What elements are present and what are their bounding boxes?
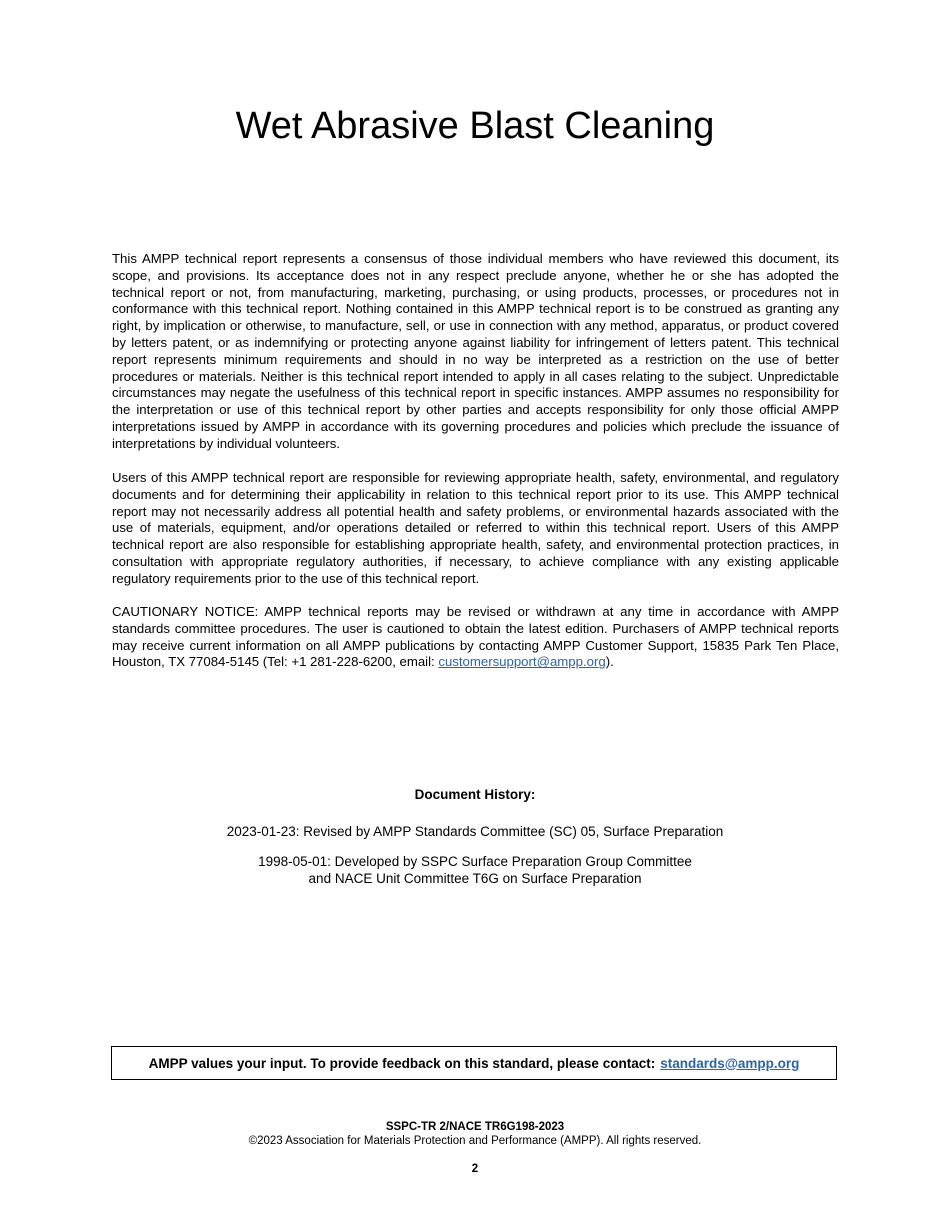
document-history-heading: Document History: [414, 787, 536, 802]
document-title: Wet Abrasive Blast Cleaning [235, 105, 715, 147]
cautionary-notice-text: CAUTIONARY NOTICE: AMPP technical reports may be revised or withdrawn at any time in accordance with AMPP standards committee procedures. The user is cautioned to obtain the latest edition. Purchasers of AMPP technical reports may receive current information on all AMPP publications by contacting AMPP Customer Support, 15835 Park Ten Place, Houston, TX 77084-5145 (Tel: +1 281-228-6200, email: [112, 604, 839, 670]
standards-email-link[interactable]: standards@ampp.org [660, 1055, 800, 1071]
history-entry-developed-line2: and NACE Unit Committee T6G on Surface Preparation [308, 871, 642, 886]
user-responsibility-paragraph: Users of this AMPP technical report are responsible for reviewing appropriate health, safety, environmental, and regulatory documents and for determining their applicability in relation to this technical report prior to its use. This AMPP technical report may not necessarily address all potential health and safety problems, or environmental hazards associated with the use of materials, equipment, and/or operations detailed or referred to within this technical report. Users of this AMPP technical report are also responsible for establishing appropriate health, safety, and environmental protection practices, in consultation with appropriate regulatory authorities, if necessary, to achieve compliance with any existing applicable regulatory requirements prior to the use of this technical report. [112, 470, 839, 586]
feedback-box [111, 1046, 837, 1080]
copyright-notice: ©2023 Association for Materials Protection and Performance (AMPP). All rights reserved. [248, 1135, 702, 1147]
feedback-text: AMPP values your input. To provide feedback on this standard, please contact: [148, 1055, 656, 1071]
page-number: 2 [471, 1163, 479, 1175]
history-entry-developed-line1: 1998-05-01: Developed by SSPC Surface Preparation Group Committee [258, 854, 692, 869]
customer-support-email-link[interactable]: customersupport@ampp.org [438, 654, 606, 670]
history-entry-revised: 2023-01-23: Revised by AMPP Standards Committee (SC) 05, Surface Preparation [226, 824, 724, 839]
history-entry-developed [0, 853, 950, 887]
disclaimer-paragraph: This AMPP technical report represents a consensus of those individual members who have reviewed this document, its scope, and provisions. Its acceptance does not in any respect preclude anyone, whether he or she has adopted the technical report or not, from manufacturing, marketing, purchasing, or using products, processes, or procedures not in conformance with this technical report. Nothing contained in this AMPP technical report is to be construed as granting any right, by implication or otherwise, to manufacture, sell, or use in connection with any method, apparatus, or product covered by letters patent, or as indemnifying or protecting anyone against liability for infringement of letters patent. This technical report represents minimum requirements and should in no way be interpreted as a restriction on the use of better procedures or materials. Neither is this technical report intended to apply in all cases relating to the subject. Unpredictable circumstances may negate the usefulness of this technical report in specific instances. AMPP assumes no responsibility for the interpretation or use of this technical report by other parties and accepts responsibility for only those official AMPP interpretations issued by AMPP in accordance with its governing procedures and policies which preclude the issuance of interpretations by individual volunteers. [112, 251, 839, 451]
document-id: SSPC-TR 2/NACE TR6G198-2023 [385, 1121, 565, 1133]
cautionary-notice-paragraph [112, 604, 839, 671]
cautionary-notice-closing: ). [605, 654, 614, 670]
